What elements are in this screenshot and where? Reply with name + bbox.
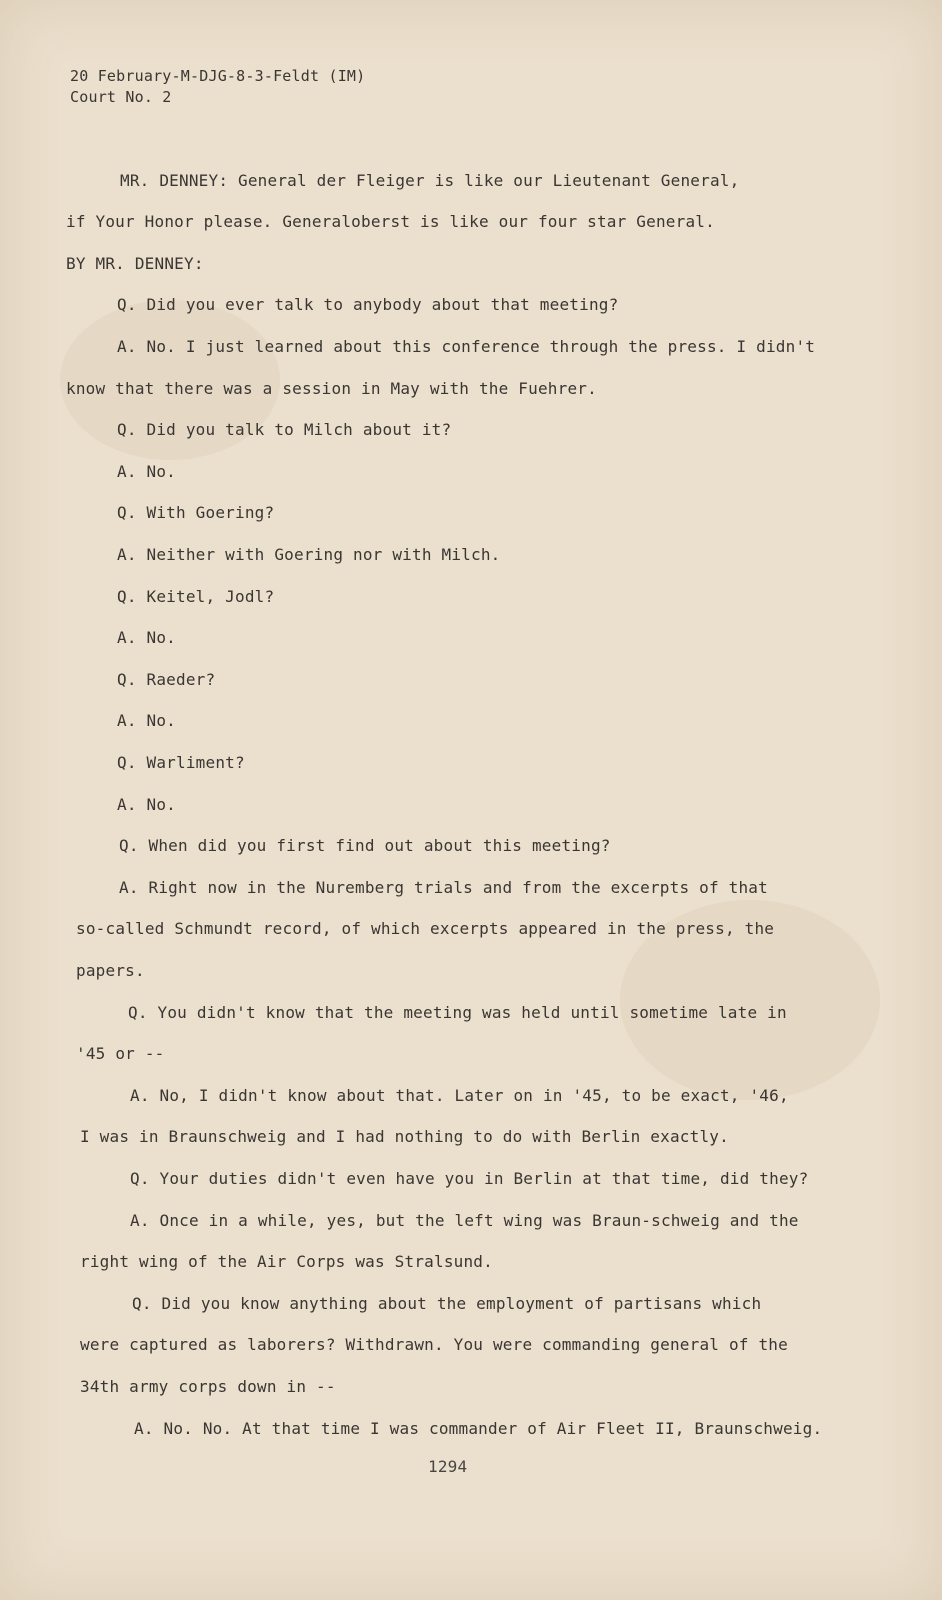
transcript-line: Q. When did you first find out about this meeting? <box>119 836 611 855</box>
transcript-line: papers. <box>76 961 145 980</box>
transcript-line: Q. Did you know anything about the employment of partisans which <box>132 1294 762 1313</box>
header-line-reference: 20 February-M-DJG-8-3-Feldt (IM) <box>70 67 366 85</box>
transcript-line: MR. DENNEY: General der Fleiger is like our Lieutenant General, <box>120 171 740 190</box>
transcript-line: Q. Did you ever talk to anybody about that meeting? <box>117 295 619 314</box>
transcript-line: Q. Did you talk to Milch about it? <box>117 420 452 439</box>
transcript-line: A. No. <box>117 795 176 814</box>
transcript-line: Q. Keitel, Jodl? <box>117 587 275 606</box>
transcript-line: if Your Honor please. Generaloberst is like our four star General. <box>66 212 715 231</box>
transcript-line: A. No. No. At that time I was commander of Air Fleet II, Braunschweig. <box>134 1419 823 1438</box>
transcript-line: Q. With Goering? <box>117 503 275 522</box>
transcript-line: Q. Raeder? <box>117 670 216 689</box>
transcript-line: were captured as laborers? Withdrawn. You were commanding general of the <box>80 1335 788 1354</box>
transcript-line: Q. You didn't know that the meeting was held until sometime late in <box>128 1003 787 1022</box>
transcript-line: A. Neither with Goering nor with Milch. <box>117 545 501 564</box>
transcript-line: '45 or -- <box>76 1044 165 1063</box>
transcript-line: A. No, I didn't know about that. Later on in '45, to be exact, '46, <box>130 1086 789 1105</box>
transcript-line: Q. Your duties didn't even have you in Berlin at that time, did they? <box>130 1169 809 1188</box>
transcript-line: A. Once in a while, yes, but the left wing was Braun-schweig and the <box>130 1211 799 1230</box>
transcript-line: A. No. <box>117 462 176 481</box>
transcript-line: A. No. I just learned about this conference through the press. I didn't <box>117 337 816 356</box>
transcript-line: 34th army corps down in -- <box>80 1377 336 1396</box>
document-header <box>70 66 365 108</box>
transcript-line: know that there was a session in May with the Fuehrer. <box>66 379 597 398</box>
transcript-line: A. No. <box>117 628 176 647</box>
transcript-line: A. Right now in the Nuremberg trials and from the excerpts of that <box>119 878 768 897</box>
header-line-court: Court No. 2 <box>70 88 172 106</box>
transcript-line: Q. Warliment? <box>117 753 245 772</box>
transcript-line: right wing of the Air Corps was Stralsund. <box>80 1252 493 1271</box>
transcript-line: so-called Schmundt record, of which excerpts appeared in the press, the <box>76 919 775 938</box>
transcript-line: I was in Braunschweig and I had nothing to do with Berlin exactly. <box>80 1127 729 1146</box>
transcript-line: A. No. <box>117 711 176 730</box>
page-number: 1294 <box>428 1457 468 1476</box>
transcript-line: BY MR. DENNEY: <box>66 254 204 273</box>
